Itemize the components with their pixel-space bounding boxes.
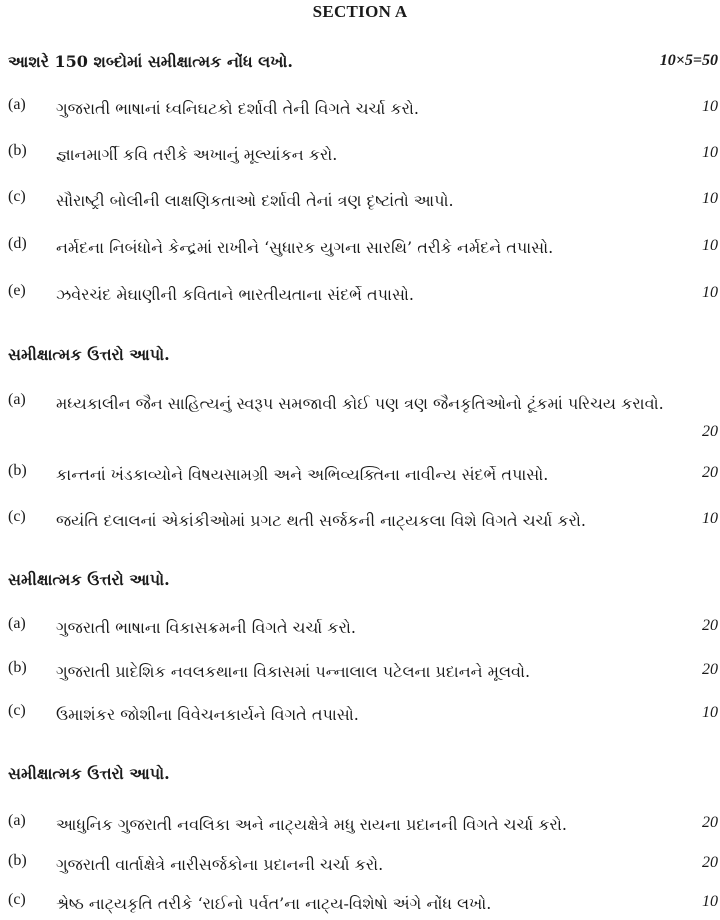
section-title: SECTION A xyxy=(312,2,408,21)
item-label: (e) xyxy=(8,282,26,299)
question-3-heading: સમીક્ષાત્મક ઉત્તરો આપો. xyxy=(8,570,170,589)
item-marks: 10 xyxy=(702,144,718,161)
item-label: (c) xyxy=(8,891,26,908)
item-label: (a) xyxy=(8,96,26,113)
item-label: (b) xyxy=(8,852,27,869)
item-marks: 20 xyxy=(702,661,718,678)
item-label: (b) xyxy=(8,142,27,159)
item-label: (c) xyxy=(8,188,26,205)
item-text: જ્ઞાનમાર્ગી કવિ તરીકે અખાનું મૂલ્યાંકન કરો. xyxy=(56,145,338,164)
item-label: (a) xyxy=(8,812,26,829)
item-text: નર્મદના નિબંધોને કેન્દ્રમાં રાખીને ‘સુધારક યુગના સારથિ’ તરીકે નર્મદને તપાસો. xyxy=(56,238,554,257)
item-text: મધ્યકાલીન જૈન સાહિત્યનું સ્વરૂપ સમજાવી કોઈ પણ ત્રણ જૈનકૃતિઓનો ટૂંકમાં પરિચય કરાવો. xyxy=(56,394,664,413)
item-text: ગુજરાતી ભાષાનાં ધ્વનિઘટકો દર્શાવી તેની વિગતે ચર્ચા કરો. xyxy=(56,99,420,118)
question-1-heading: આશરે 150 શબ્દોમાં સમીક્ષાત્મક નોંધ લખો. xyxy=(8,52,293,71)
item-marks: 20 xyxy=(702,423,718,440)
item-text: ગુજરાતી પ્રાદેશિક નવલકથાના વિકાસમાં પન્નાલાલ પટેલના પ્રદાનને મૂલવો. xyxy=(56,662,531,681)
question-4-heading: સમીક્ષાત્મક ઉત્તરો આપો. xyxy=(8,764,170,783)
item-text: ઉમાશંકર જોશીના વિવેચનકાર્યને વિગતે તપાસો. xyxy=(56,705,359,724)
item-marks: 10 xyxy=(702,237,718,254)
item-text: કાન્તનાં ખંડકાવ્યોને વિષયસામગ્રી અને અભિવ્યક્તિના નાવીન્ય સંદર્ભે તપાસો. xyxy=(56,465,549,484)
item-label: (b) xyxy=(8,659,27,676)
item-marks: 10 xyxy=(702,284,718,301)
item-marks: 20 xyxy=(702,814,718,831)
question-1-total-marks: 10×5=50 xyxy=(659,52,718,69)
item-marks: 20 xyxy=(702,854,718,871)
item-label: (c) xyxy=(8,508,26,525)
item-label: (d) xyxy=(8,235,27,252)
item-text: શ્રેષ્ઠ નાટ્યકૃતિ તરીકે ‘રાઈનો પર્વત’ના નાટ્ય-વિશેષો અંગે નોંધ લખો. xyxy=(56,894,492,913)
item-label: (b) xyxy=(8,462,27,479)
item-marks: 10 xyxy=(702,893,718,910)
item-text: ઝવેરચંદ મેઘાણીની કવિતાને ભારતીયતાના સંદર્ભે તપાસો. xyxy=(56,285,415,304)
item-label: (c) xyxy=(8,702,26,719)
item-label: (a) xyxy=(8,615,26,632)
item-text: ગુજરાતી ભાષાના વિકાસક્રમની વિગતે ચર્ચા કરો. xyxy=(56,618,356,637)
item-marks: 20 xyxy=(702,617,718,634)
question-2-heading: સમીક્ષાત્મક ઉત્તરો આપો. xyxy=(8,345,170,364)
item-text: સૌરાષ્ટ્રી બોલીની લાક્ષણિકતાઓ દર્શાવી તેનાં ત્રણ દૃષ્ટાંતો આપો. xyxy=(56,191,454,210)
item-text: આધુનિક ગુજરાતી નવલિકા અને નાટ્યક્ષેત્રે મધુ રાયના પ્રદાનની વિગતે ચર્ચા કરો. xyxy=(56,815,567,834)
item-text: ગુજરાતી વાર્તાક્ષેત્રે નારીસર્જકોના પ્રદાનની ચર્ચા કરો. xyxy=(56,855,384,874)
item-marks: 20 xyxy=(702,464,718,481)
item-marks: 10 xyxy=(702,704,718,721)
item-text: જયંતિ દલાલનાં એકાંકીઓમાં પ્રગટ થતી સર્જકની નાટ્યકલા વિશે વિગતે ચર્ચા કરો. xyxy=(56,511,587,530)
item-marks: 10 xyxy=(702,190,718,207)
item-marks: 10 xyxy=(702,510,718,527)
item-marks: 10 xyxy=(702,98,718,115)
item-label: (a) xyxy=(8,391,26,408)
